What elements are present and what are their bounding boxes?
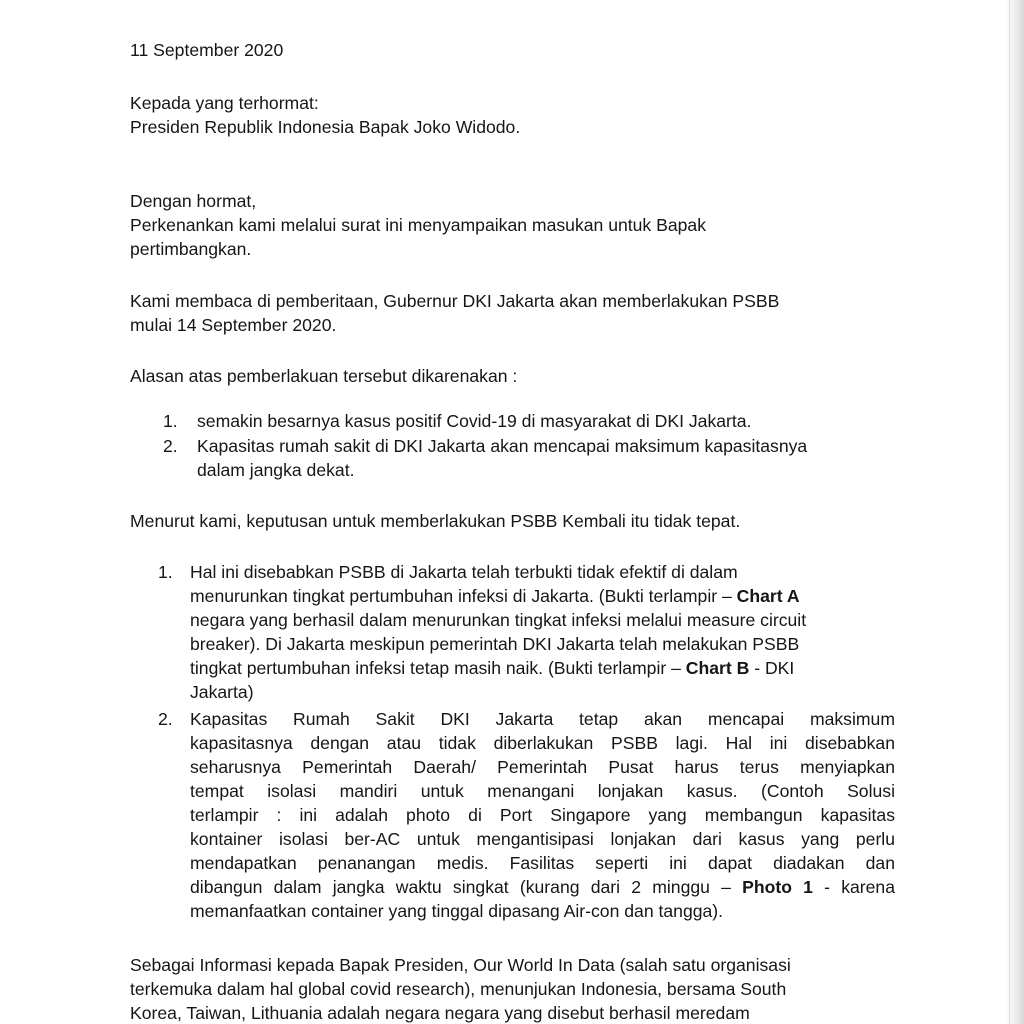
argument-line: seharusnya Pemerintah Daerah/ Pemerintah Pusat harus terus menyiapkan <box>190 757 895 777</box>
argument-text: tingkat pertumbuhan infeksi tetap masih naik. (Bukti terlampir – <box>190 658 686 678</box>
chart-a-reference: Chart A <box>736 586 800 606</box>
argument-line: negara yang berhasil dalam menurunkan tingkat infeksi melalui measure circuit <box>190 610 807 630</box>
list-item-number: 2. <box>163 436 178 456</box>
argument-text: - DKI <box>749 658 795 678</box>
argument-line: Jakarta) <box>190 682 254 702</box>
argument-line: terlampir : ini adalah photo di Port Singapore yang membangun kapasitas <box>190 805 895 825</box>
opinion-statement: Menurut kami, keputusan untuk memberlakukan PSBB Kembali itu tidak tepat. <box>130 511 741 531</box>
argument-line: tempat isolasi mandiri untuk menangani lonjakan kasus. (Contoh Solusi <box>190 781 895 801</box>
argument-line: Hal ini disebabkan PSBB di Jakarta telah terbukti tidak efektif di dalam <box>190 562 738 582</box>
argument-line <box>190 584 800 608</box>
greeting: Dengan hormat, <box>130 191 257 211</box>
closing-line: Korea, Taiwan, Lithuania adalah negara negara yang disebut berhasil meredam <box>130 1003 750 1023</box>
intro-line: Perkenankan kami melalui surat ini menyampaikan masukan untuk Bapak <box>130 215 707 235</box>
chart-b-reference: Chart B <box>685 658 750 678</box>
photo-1-reference: Photo 1 <box>742 877 813 897</box>
list-item-continuation: dalam jangka dekat. <box>197 460 355 480</box>
argument-line: kapasitasnya dengan atau tidak diberlakukan PSBB lagi. Hal ini disebabkan <box>190 733 895 753</box>
addressee-salutation: Kepada yang terhormat: <box>130 93 319 113</box>
argument-line <box>190 875 895 899</box>
list-item-number: 1. <box>158 562 173 582</box>
argument-line: memanfaatkan container yang tinggal dipasang Air-con dan tangga). <box>190 901 724 921</box>
news-line: Kami membaca di pemberitaan, Gubernur DKI Jakarta akan memberlakukan PSBB <box>130 291 780 311</box>
argument-line: Kapasitas Rumah Sakit DKI Jakarta tetap akan mencapai maksimum <box>190 709 895 729</box>
argument-text: menurunkan tingkat pertumbuhan infeksi di Jakarta. (Bukti terlampir – <box>190 586 737 606</box>
list-item: semakin besarnya kasus positif Covid-19 di masyarakat di DKI Jakarta. <box>197 411 752 431</box>
argument-text: dibangun dalam jangka waktu singkat (kurang dari 2 minggu – <box>190 877 743 897</box>
addressee-name: Presiden Republik Indonesia Bapak Joko Widodo. <box>130 117 521 137</box>
reasons-heading: Alasan atas pemberlakuan tersebut dikarenakan : <box>130 366 518 386</box>
closing-line: Sebagai Informasi kepada Bapak Presiden, Our World In Data (salah satu organisasi <box>130 955 791 975</box>
intro-line: pertimbangkan. <box>130 239 252 259</box>
list-item-number: 1. <box>163 411 178 431</box>
news-line: mulai 14 September 2020. <box>130 315 337 335</box>
letter-date: 11 September 2020 <box>130 40 284 60</box>
argument-text: - karena <box>812 877 895 897</box>
argument-line: mendapatkan penanangan medis. Fasilitas seperti ini dapat diadakan dan <box>190 853 895 873</box>
page-edge-line <box>1009 0 1010 1024</box>
argument-line: kontainer isolasi ber-AC untuk mengantisipasi lonjakan dari kasus yang perlu <box>190 829 895 849</box>
closing-line: terkemuka dalam hal global covid research), menunjukan Indonesia, bersama South <box>130 979 787 999</box>
list-item: Kapasitas rumah sakit di DKI Jakarta akan mencapai maksimum kapasitasnya <box>197 436 808 456</box>
argument-line: breaker). Di Jakarta meskipun pemerintah DKI Jakarta telah melakukan PSBB <box>190 634 800 654</box>
list-item-number: 2. <box>158 709 173 729</box>
argument-line <box>190 656 794 680</box>
